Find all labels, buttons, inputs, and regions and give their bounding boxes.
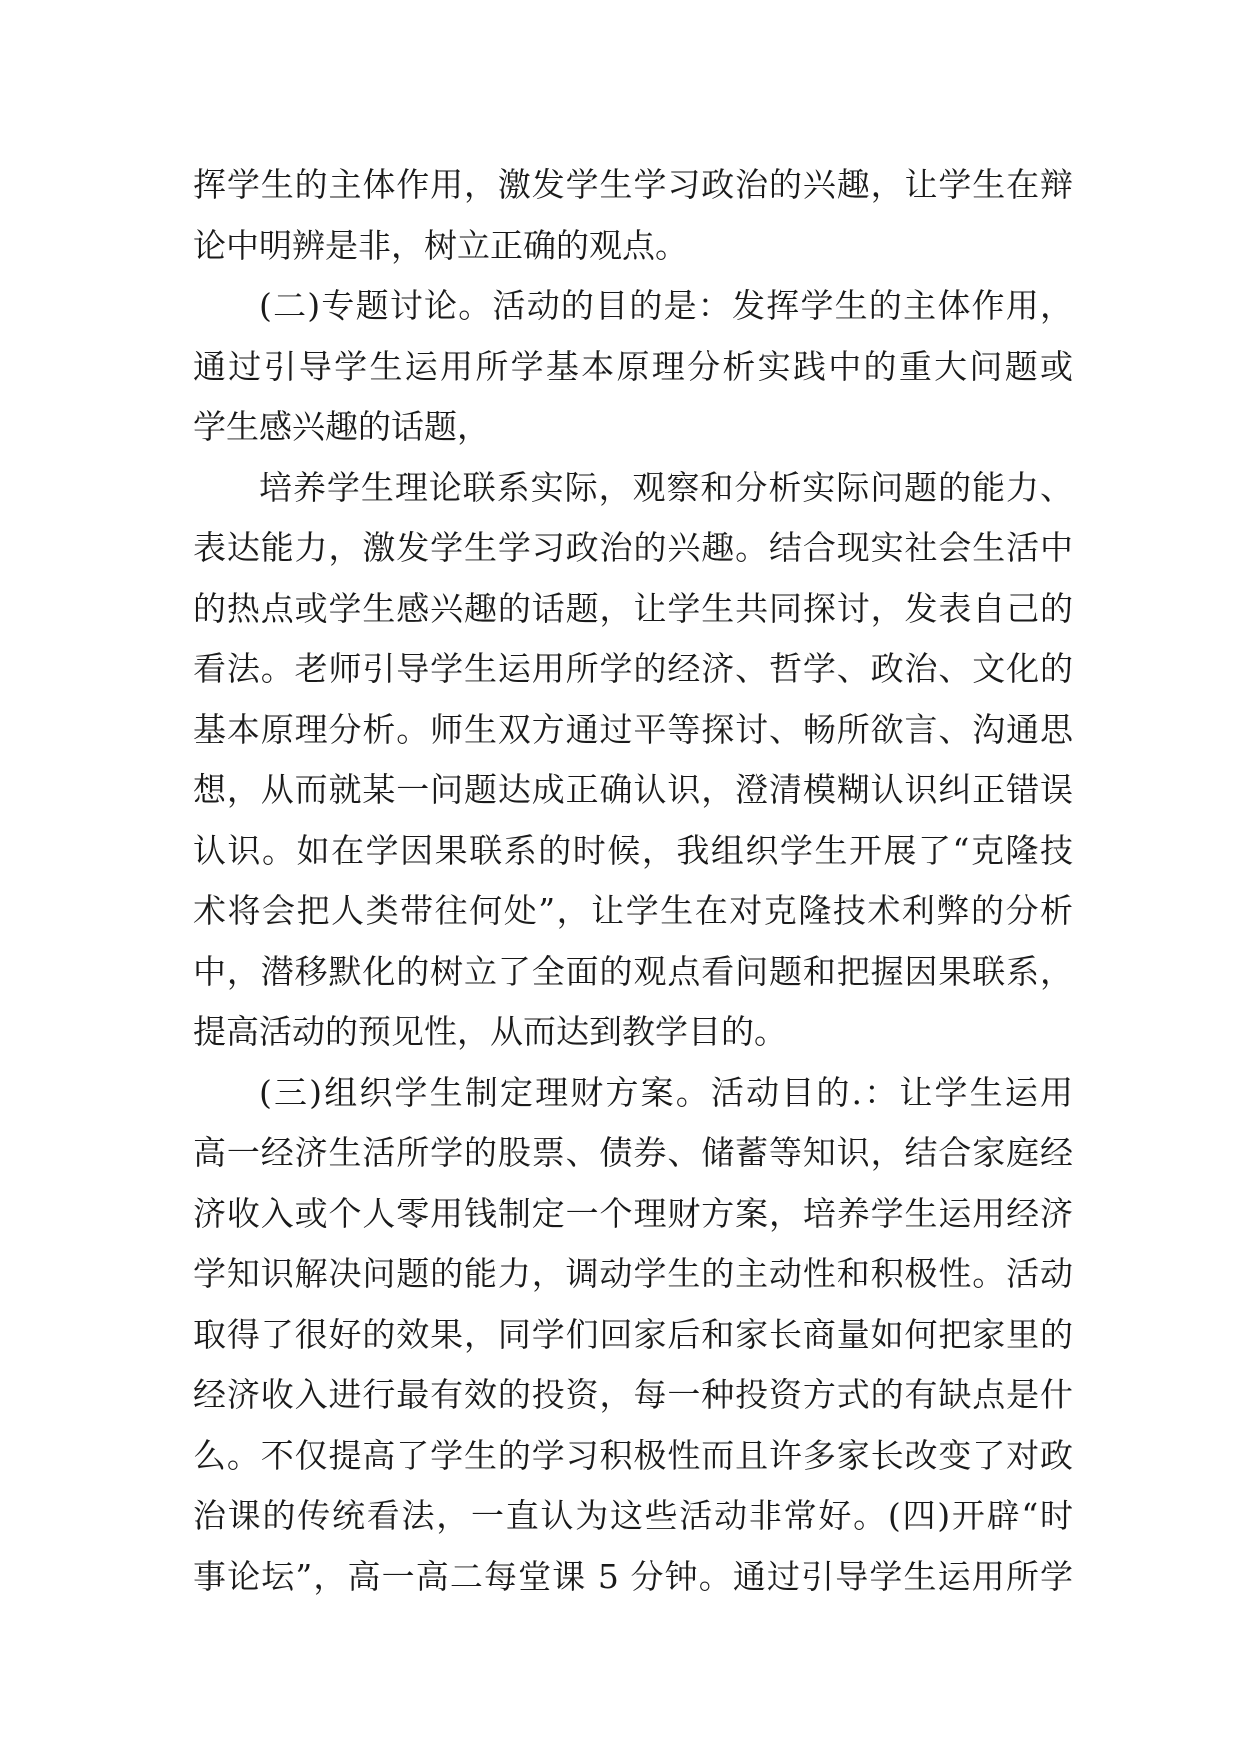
text-line: 取得了很好的效果，同学们回家后和家长商量如何把家里的 — [193, 1314, 1073, 1354]
text-line: 基本原理分析。师生双方通过平等探讨、畅所欲言、沟通思 — [193, 709, 1073, 749]
text-line: 看法。老师引导学生运用所学的经济、哲学、政治、文化的 — [193, 649, 1073, 688]
text-line: 治课的传统看法，一直认为这些活动非常好。(四)开辟“时 — [193, 1496, 1073, 1535]
text-line: 学生感兴趣的话题， — [193, 407, 490, 446]
text-line: 么。不仅提高了学生的学习积极性而且许多家长改变了对政 — [193, 1435, 1073, 1475]
text-line: 提高活动的预见性，从而达到教学目的。 — [193, 1012, 787, 1051]
text-line: 培养学生理论联系实际，观察和分析实际问题的能力、 — [259, 467, 1073, 507]
text-line: 中，潜移默化的树立了全面的观点看问题和把握因果联系， — [193, 951, 1073, 991]
text-line: 表达能力，激发学生学习政治的兴趣。结合现实社会生活中 — [193, 528, 1073, 567]
text-line: (三)组织学生制定理财方案。活动目的.：让学生运用 — [259, 1072, 1073, 1112]
text-line: 经济收入进行最有效的投资，每一种投资方式的有缺点是什 — [193, 1375, 1073, 1414]
text-line: 想，从而就某一问题达成正确认识，澄清模糊认识纠正错误 — [193, 770, 1073, 809]
text-line: 认识。如在学因果联系的时候，我组织学生开展了“克隆技 — [193, 830, 1073, 870]
text-line: 论中明辨是非，树立正确的观点。 — [193, 225, 688, 265]
text-line: 高一经济生活所学的股票、债券、储蓄等知识，结合家庭经 — [193, 1133, 1073, 1172]
text-line: 事论坛”，高一高二每堂课 5 分钟。通过引导学生运用所学 — [193, 1556, 1073, 1596]
text-line: (二)专题讨论。活动的目的是：发挥学生的主体作用， — [259, 286, 1073, 325]
text-line: 术将会把人类带往何处”，让学生在对克隆技术利弊的分析 — [193, 891, 1073, 930]
text-line: 挥学生的主体作用，激发学生学习政治的兴趣，让学生在辩 — [193, 165, 1073, 204]
text-line: 的热点或学生感兴趣的话题，让学生共同探讨，发表自己的 — [193, 588, 1073, 628]
text-line: 济收入或个人零用钱制定一个理财方案，培养学生运用经济 — [193, 1193, 1073, 1233]
text-line: 通过引导学生运用所学基本原理分析实践中的重大问题或 — [193, 346, 1073, 386]
text-line: 学知识解决问题的能力，调动学生的主动性和积极性。活动 — [193, 1254, 1073, 1293]
body-text — [193, 155, 1073, 1607]
